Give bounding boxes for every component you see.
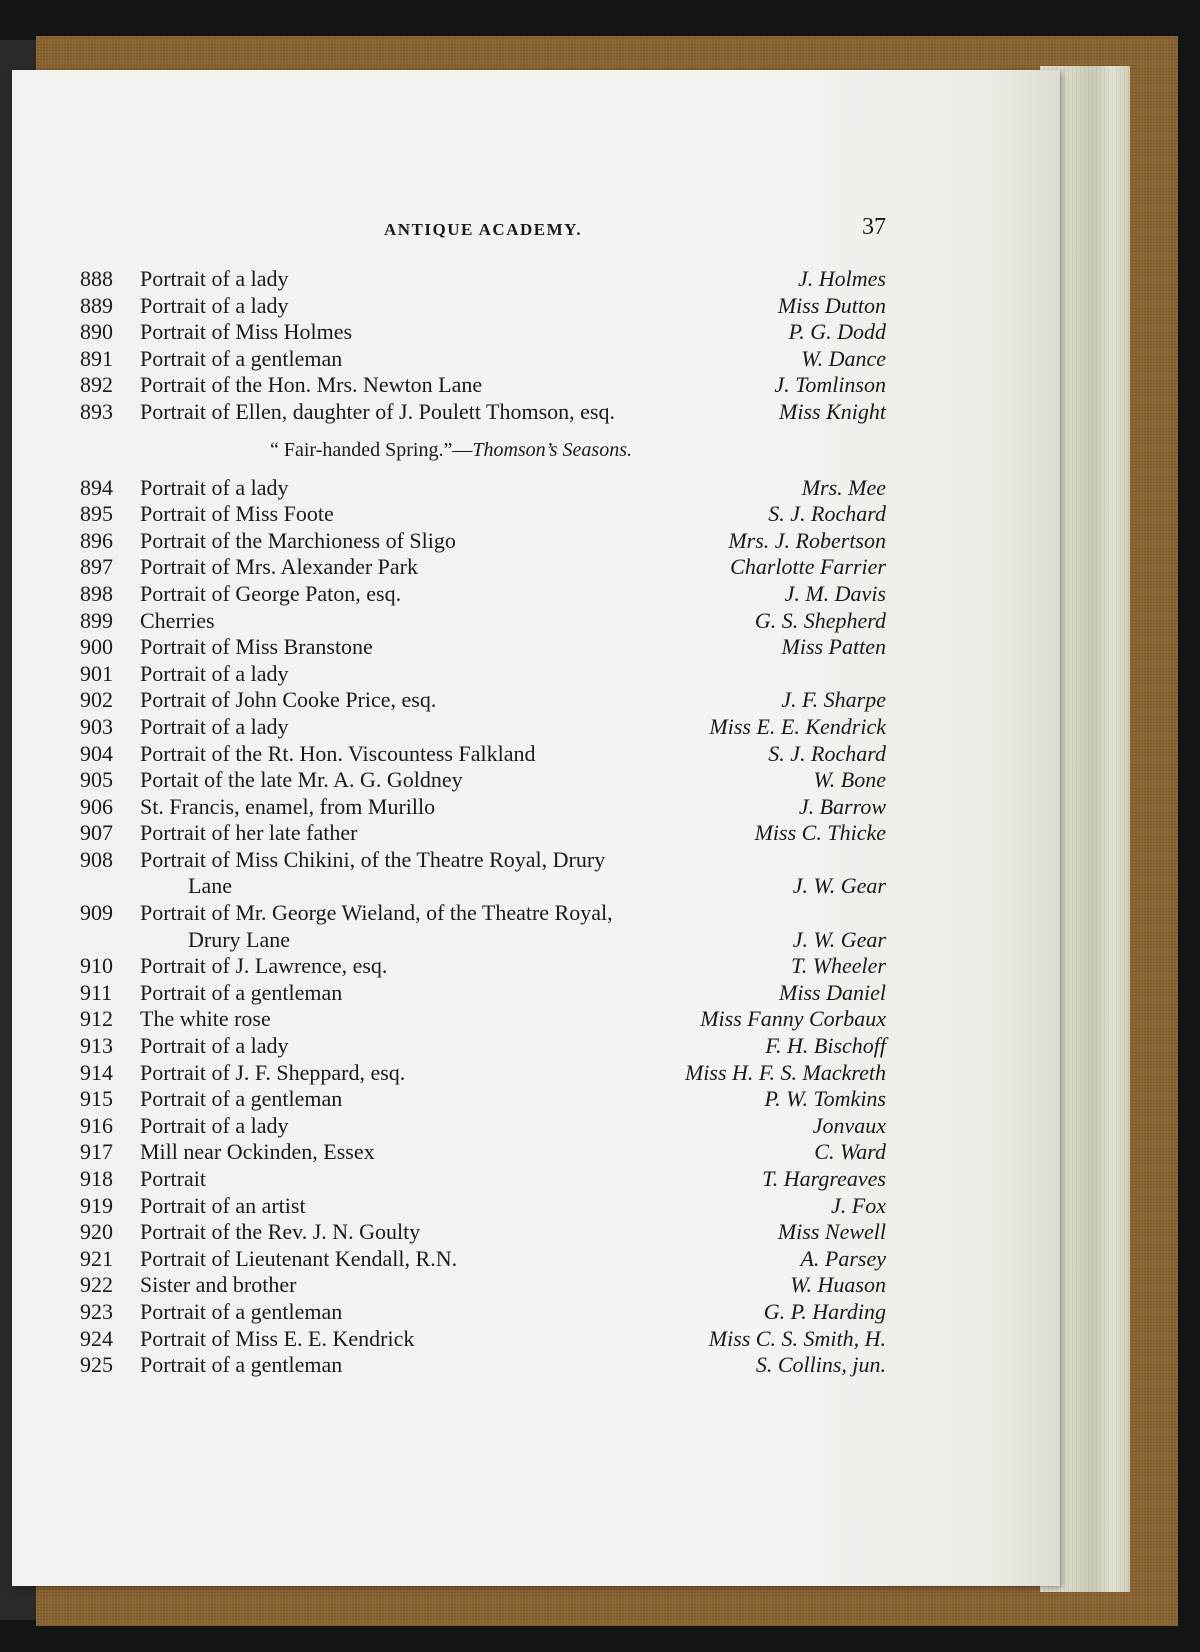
entry-artist: J. Holmes: [798, 266, 886, 291]
entry-number: 922: [80, 1272, 113, 1298]
entry-title: Portrait of Miss Holmes: [140, 319, 353, 345]
catalogue-entry: [80, 293, 886, 320]
entry-artist: S. Collins, jun.: [755, 1352, 886, 1378]
catalogue-entry: [80, 953, 886, 980]
catalogue-entry: [80, 847, 886, 874]
catalogue-entry: [80, 554, 886, 581]
entry-number: 891: [80, 345, 113, 371]
entry-artist: S. J. Rochard: [768, 740, 886, 766]
quotation-text: “ Fair-handed Spring.”—: [270, 438, 473, 461]
entry-number: 906: [80, 793, 113, 819]
entry-artist: W. Huason: [790, 1272, 886, 1298]
entry-number: 899: [80, 607, 113, 633]
catalogue-entry: [80, 900, 886, 927]
entry-number: 890: [80, 319, 113, 345]
catalogue-entry: [80, 794, 886, 821]
entry-title: Portait of the late Mr. A. G. Goldney: [140, 767, 463, 793]
entry-title: Portrait of her late father: [140, 820, 358, 846]
entry-title: The white rose: [140, 1006, 271, 1032]
catalogue-list: [80, 266, 886, 1379]
entry-number: 897: [80, 554, 113, 580]
entry-title: Portrait of J. Lawrence, esq.: [140, 953, 388, 979]
entry-number: 921: [80, 1245, 113, 1271]
entry-number: 903: [80, 713, 113, 739]
entry-number: 925: [80, 1352, 113, 1378]
entry-artist: Miss Daniel: [779, 979, 886, 1005]
entry-number: 893: [80, 398, 113, 424]
catalogue-entry: [80, 608, 886, 635]
entry-artist: J. Fox: [831, 1192, 886, 1218]
catalogue-entry: [80, 1193, 886, 1220]
entry-number: 912: [80, 1006, 113, 1032]
entry-title: Portrait of Miss E. E. Kendrick: [140, 1325, 415, 1351]
entry-number: 916: [80, 1112, 113, 1138]
entry-number: 913: [80, 1033, 113, 1059]
entry-title: Portrait of a lady: [140, 266, 289, 291]
entry-artist: Miss Fanny Corbaux: [700, 1006, 886, 1032]
catalogue-entry: [80, 741, 886, 768]
catalogue-entry: [80, 1086, 886, 1113]
catalogue-entry-continuation: [80, 873, 886, 900]
catalogue-entry: [80, 319, 886, 346]
page-number: 37: [862, 214, 886, 240]
entry-artist: Miss Newell: [777, 1219, 886, 1245]
entry-title: Portrait of a lady: [140, 474, 289, 500]
entry-title: Portrait of Miss Chikini, of the Theatre Royal, Drury: [140, 846, 606, 872]
catalogue-entry: [80, 687, 886, 714]
entry-number: 909: [80, 900, 113, 926]
catalogue-entry: [80, 399, 886, 426]
entry-artist: F. H. Bischoff: [765, 1033, 886, 1059]
entry-title: Portrait of an artist: [140, 1192, 306, 1218]
entry-title: Portrait of a lady: [140, 660, 289, 686]
entry-title: Portrait of Mrs. Alexander Park: [140, 554, 418, 580]
entry-title: St. Francis, enamel, from Murillo: [140, 793, 436, 819]
quotation-source: Thomson’s Seasons.: [472, 438, 632, 461]
entry-artist: Mrs. Mee: [801, 474, 886, 500]
catalogue-entry: [80, 714, 886, 741]
entry-title: Cherries: [140, 607, 215, 633]
entry-title: Portrait of the Rt. Hon. Viscountess Falkland: [140, 740, 536, 766]
catalogue-entry: [80, 767, 886, 794]
entry-artist: J. W. Gear: [792, 873, 886, 899]
catalogue-entry: [80, 634, 886, 661]
entry-title: Portrait of a gentleman: [140, 1086, 343, 1112]
entry-artist: Miss Knight: [779, 398, 886, 424]
entry-title: Portrait: [140, 1166, 206, 1191]
entry-number: 920: [80, 1219, 113, 1245]
entry-title: Portrait of a lady: [140, 1112, 289, 1138]
catalogue-entry: [80, 475, 886, 502]
entry-number: 914: [80, 1059, 113, 1085]
entry-number: 892: [80, 372, 113, 398]
entry-number: 910: [80, 953, 113, 979]
entry-artist: A. Parsey: [800, 1245, 886, 1271]
entry-number: 904: [80, 740, 113, 766]
entry-number: 902: [80, 687, 113, 713]
entry-artist: Miss Dutton: [777, 292, 886, 318]
entry-title: Drury Lane: [188, 926, 291, 952]
catalogue-entry: [80, 1113, 886, 1140]
catalogue-entry: [80, 501, 886, 528]
entry-title: Sister and brother: [140, 1272, 297, 1298]
entry-number: 901: [80, 660, 113, 686]
entry-number: 924: [80, 1325, 113, 1351]
catalogue-entry: [80, 1219, 886, 1246]
entry-artist: Mrs. J. Robertson: [728, 527, 886, 553]
catalogue-entry: [80, 980, 886, 1007]
entry-title: Portrait of a gentleman: [140, 1298, 343, 1324]
entry-title: Portrait of John Cooke Price, esq.: [140, 687, 437, 713]
entry-number: 907: [80, 820, 113, 846]
catalogue-entry: [80, 820, 886, 847]
entry-artist: Miss Patten: [781, 634, 886, 660]
entry-title: Portrait of the Marchioness of Sligo: [140, 527, 456, 553]
entry-number: 911: [80, 979, 113, 1005]
entry-number: 918: [80, 1166, 113, 1191]
entry-title: Lane: [188, 873, 232, 899]
entry-title: Mill near Ockinden, Essex: [140, 1139, 375, 1165]
entry-title: Portrait of J. F. Sheppard, esq.: [140, 1059, 406, 1085]
catalogue-entry: [80, 1299, 886, 1326]
entry-number: 900: [80, 634, 113, 660]
catalogue-entry: [80, 1272, 886, 1299]
entry-artist: Charlotte Farrier: [730, 554, 886, 580]
entry-title: Portrait of Miss Branstone: [140, 634, 373, 660]
entry-title: Portrait of the Hon. Mrs. Newton Lane: [140, 372, 483, 398]
catalogue-entry: [80, 1352, 886, 1379]
catalogue-entry: [80, 1246, 886, 1273]
entry-artist: T. Hargreaves: [762, 1166, 886, 1191]
entry-title: Portrait of a gentleman: [140, 1352, 343, 1378]
entry-number: 919: [80, 1192, 113, 1218]
entry-artist: Miss E. E. Kendrick: [709, 713, 886, 739]
entry-artist: J. M. Davis: [784, 580, 886, 606]
entry-number: 898: [80, 580, 113, 606]
catalogue-entry: [80, 581, 886, 608]
catalogue-entry: [80, 1006, 886, 1033]
catalogue-entry-continuation: [80, 927, 886, 954]
catalogue-entry: [80, 528, 886, 555]
entry-number: 923: [80, 1298, 113, 1324]
entry-number: 917: [80, 1139, 113, 1165]
catalogue-entry: [80, 1166, 886, 1193]
entry-title: Portrait of Lieutenant Kendall, R.N.: [140, 1245, 458, 1271]
entry-artist: T. Wheeler: [791, 953, 886, 979]
catalogue-entry: [80, 1139, 886, 1166]
catalogue-entry: [80, 266, 886, 293]
entry-quotation: [80, 426, 886, 475]
page-header: [80, 216, 886, 246]
entry-number: 905: [80, 767, 113, 793]
entry-number: 894: [80, 474, 113, 500]
entry-number: 908: [80, 846, 113, 872]
entry-title: Portrait of George Paton, esq.: [140, 580, 402, 606]
catalogue-entry: [80, 1060, 886, 1087]
entry-artist: W. Bone: [813, 767, 886, 793]
entry-number: 888: [80, 266, 113, 291]
entry-artist: G. P. Harding: [763, 1298, 886, 1324]
entry-number: 915: [80, 1086, 113, 1112]
catalogue-entry: [80, 1033, 886, 1060]
entry-title: Portrait of a lady: [140, 713, 289, 739]
catalogue-entry: [80, 661, 886, 688]
entry-artist: P. W. Tomkins: [764, 1086, 886, 1112]
entry-number: 889: [80, 292, 113, 318]
entry-title: Portrait of a gentleman: [140, 979, 343, 1005]
entry-artist: Miss H. F. S. Mackreth: [684, 1059, 886, 1085]
entry-artist: J. Tomlinson: [774, 372, 886, 398]
entry-artist: J. Barrow: [798, 793, 886, 819]
entry-artist: Miss C. Thicke: [754, 820, 886, 846]
entry-artist: J. F. Sharpe: [781, 687, 886, 713]
entry-number: 896: [80, 527, 113, 553]
catalogue-entry: [80, 346, 886, 373]
entry-artist: G. S. Shepherd: [754, 607, 886, 633]
running-title: ANTIQUE ACADEMY.: [384, 220, 583, 239]
entry-artist: Miss C. S. Smith, H.: [708, 1325, 886, 1351]
entry-title: Portrait of a lady: [140, 292, 289, 318]
catalogue-entry: [80, 1326, 886, 1353]
entry-artist: W. Dance: [801, 345, 886, 371]
entry-artist: C. Ward: [814, 1139, 886, 1165]
entry-title: Portrait of a lady: [140, 1033, 289, 1059]
entry-artist: S. J. Rochard: [768, 501, 886, 527]
entry-artist: J. W. Gear: [792, 926, 886, 952]
entry-title: Portrait of a gentleman: [140, 345, 343, 371]
entry-number: 895: [80, 501, 113, 527]
entry-title: Portrait of Mr. George Wieland, of the Theatre Royal,: [140, 900, 613, 926]
entry-title: Portrait of Miss Foote: [140, 501, 334, 527]
entry-title: Portrait of Ellen, daughter of J. Poulett Thomson, esq.: [140, 398, 615, 424]
entry-artist: Jonvaux: [812, 1112, 886, 1138]
catalogue-entry: [80, 372, 886, 399]
entry-artist: P. G. Dodd: [788, 319, 886, 345]
entry-title: Portrait of the Rev. J. N. Goulty: [140, 1219, 421, 1245]
